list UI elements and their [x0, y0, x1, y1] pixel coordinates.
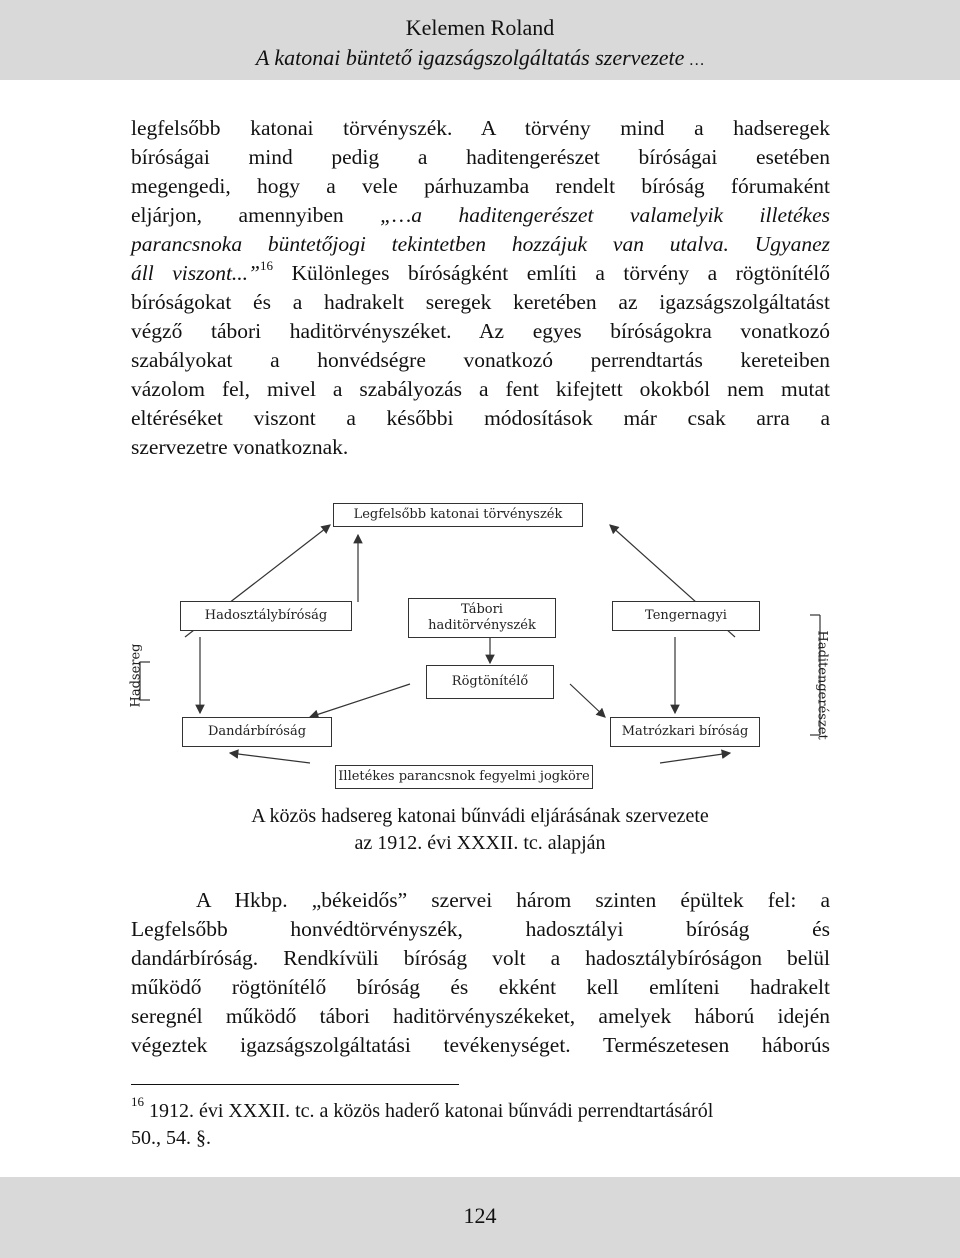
side-label-haditengereszet: Haditengerészet [814, 630, 830, 740]
closing-quote: ” [248, 261, 261, 285]
box-legfelsobb-katonai-torvenyszek: Legfelsőbb katonai törvényszék [333, 503, 583, 527]
paragraph-1-line: bíróságokat és a hadrakelt seregek keretében az igazságszolgáltatást [131, 290, 830, 314]
paragraph-2-line: Legfelsőbb honvédtörvényszék, hadosztályi bíróság és [131, 917, 830, 941]
footnote-text: 1912. évi XXXII. tc. a közös haderő katonai bűnvádi perrendtartásáról [149, 1100, 714, 1122]
paragraph-1-line: vázolom fel, mivel a szabályozás a fent kifejtett okokból nem mutat [131, 377, 830, 401]
figure-caption-line-2: az 1912. évi XXXII. tc. alapján [354, 832, 606, 854]
paragraph-1-text: Különleges bíróságként említi a törvény a rögtönítélő [291, 261, 830, 285]
paragraph-2-line: A Hkbp. „békeidős” szervei három szinten épültek fel: a [196, 888, 830, 912]
quoted-italic-text: áll viszont... [131, 261, 249, 285]
box-tabori-haditorvenyszek: Tábori haditörvényszék [408, 598, 556, 638]
footnote-line: 50., 54. §. [131, 1127, 211, 1149]
running-header [0, 0, 960, 80]
paragraph-2 [131, 886, 830, 1060]
arrow-fegyelmi-matrozkari [660, 753, 730, 763]
arrow-rogtonitelo-matrozkari [570, 684, 605, 717]
header-author: Kelemen Roland [405, 15, 555, 40]
court-organization-diagram [130, 495, 830, 795]
arrow-fegyelmi-dandar [230, 753, 310, 763]
footnote-number: 16 [131, 1094, 144, 1110]
footnote-line [131, 1094, 830, 1125]
box-fegyelmi-jogkor: Illetékes parancsnok fegyelmi jogköre [335, 765, 593, 789]
box-hadosztalybirosag: Hadosztálybíróság [180, 601, 352, 631]
paragraph-2-line: seregnél működő tábori haditörvényszékeket, amelyek háború idején [131, 1004, 830, 1028]
paragraph-1-line: legfelsőbb katonai törvényszék. A törvény mind a hadseregek [131, 116, 830, 140]
quoted-italic-text: „…a haditengerészet valamelyik illetékes [380, 203, 830, 227]
figure-caption-line-1: A közös hadsereg katonai bűnvádi eljárásának szervezete [251, 805, 709, 827]
paragraph-2-line: végeztek igazságszolgáltatási tevékenységet. Természetesen háborús [131, 1033, 830, 1057]
box-tengernagyi: Tengernagyi [612, 601, 760, 631]
paragraph-2-line: működő rögtönítélő bíróság és ekként kell említeni hadrakelt [131, 975, 830, 999]
header-title-text: A katonai büntető igazságszolgáltatás szervezete [255, 45, 685, 70]
footnote-separator [131, 1084, 459, 1085]
footnote-16 [131, 1094, 830, 1152]
paragraph-1-line: bíróságai mind pedig a haditengerészet bíróságai esetében [131, 145, 830, 169]
box-dandarbirosag: Dandárbíróság [182, 717, 332, 747]
paragraph-1 [131, 114, 830, 462]
running-footer [0, 1177, 960, 1258]
diagram-connectors [130, 495, 830, 795]
paragraph-1-line: parancsnoka büntetőjogi tekintetben hozzájuk van utalva. Ugyanez [131, 232, 830, 256]
paragraph-1-line: végző tábori haditörvényszéket. Az egyes bíróságokra vonatkozó [131, 319, 830, 343]
box-matrozkari-birosag: Matrózkari bíróság [610, 717, 760, 747]
paragraph-2-line: dandárbíróság. Rendkívüli bíróság volt a hadosztálybíróságon belül [131, 946, 830, 970]
side-label-hadsereg: Hadsereg [128, 643, 144, 708]
arrow-rogtonitelo-dandar [310, 684, 410, 717]
footnote-reference[interactable]: 16 [260, 257, 274, 273]
header-title-ellipsis: … [689, 52, 705, 69]
paragraph-1-line: eltéréséket viszont a későbbi módosítások már csak arra a [131, 406, 830, 430]
paragraph-1-line [131, 259, 830, 288]
paragraph-1-line [131, 201, 830, 230]
paragraph-1-text: eljárjon, amennyiben [131, 203, 344, 227]
paragraph-1-line: megengedi, hogy a vele párhuzamba rendelt bíróság fórumaként [131, 174, 830, 198]
header-title [0, 46, 960, 73]
box-rogtonitelo: Rögtönítélő [426, 665, 554, 699]
paragraph-1-line: szervezetre vonatkoznak. [131, 435, 349, 459]
paragraph-1-line: szabályokat a honvédségre vonatkozó perrendtartás kereteiben [131, 348, 830, 372]
page-number: 124 [463, 1203, 497, 1228]
